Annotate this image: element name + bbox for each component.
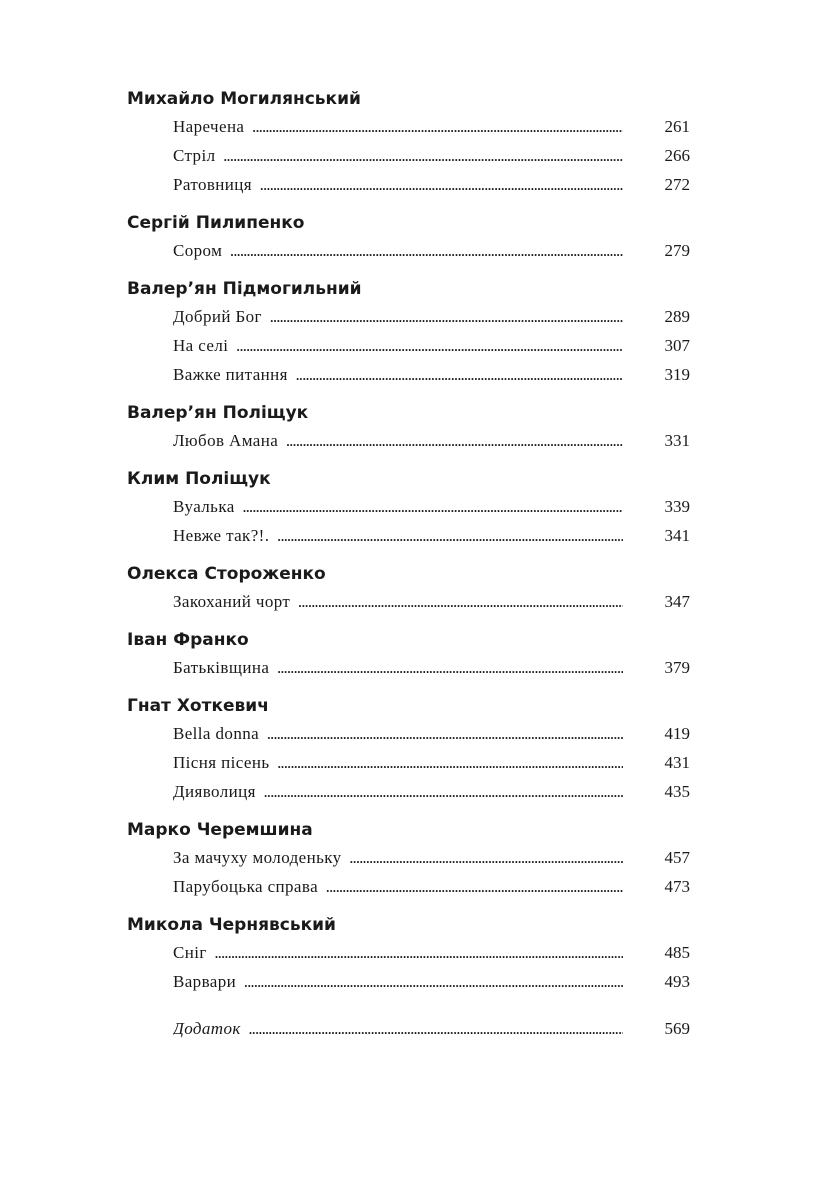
page-number: 279 bbox=[664, 241, 690, 260]
work-title: Парубоцька справа bbox=[173, 877, 324, 896]
toc-entry bbox=[173, 331, 690, 360]
page-number: 266 bbox=[664, 146, 690, 165]
author-heading: Валер’ян Підмогильний bbox=[127, 279, 362, 299]
page-number: 331 bbox=[664, 431, 690, 450]
work-title: Сніг bbox=[173, 943, 213, 962]
toc-entry bbox=[173, 938, 690, 967]
toc-entry bbox=[173, 719, 690, 748]
toc-entry bbox=[173, 872, 690, 901]
toc-entry bbox=[173, 587, 690, 616]
dot-leader bbox=[173, 236, 623, 265]
author-heading: Марко Черемшина bbox=[127, 820, 313, 840]
dot-leader bbox=[173, 967, 623, 996]
work-title: На селі bbox=[173, 336, 234, 355]
work-title: Стріл bbox=[173, 146, 221, 165]
dot-leader bbox=[173, 492, 623, 521]
author-heading: Іван Франко bbox=[127, 630, 249, 650]
dot-leader bbox=[173, 521, 623, 550]
toc-entry bbox=[173, 748, 690, 777]
page-number: 261 bbox=[664, 117, 690, 136]
dot-leader bbox=[173, 719, 623, 748]
toc-entry bbox=[173, 170, 690, 199]
page-number: 457 bbox=[664, 848, 690, 867]
dot-leader bbox=[173, 360, 623, 389]
page-number: 435 bbox=[664, 782, 690, 801]
work-title: Любов Амана bbox=[173, 431, 284, 450]
toc-entry bbox=[173, 426, 690, 455]
work-title: За мачуху молоденьку bbox=[173, 848, 348, 867]
toc-entry bbox=[173, 653, 690, 682]
author-heading: Сергій Пилипенко bbox=[127, 213, 305, 233]
toc-entry bbox=[173, 236, 690, 265]
toc-entry bbox=[173, 492, 690, 521]
toc-entry bbox=[173, 360, 690, 389]
author-heading: Клим Поліщук bbox=[127, 469, 271, 489]
page-number: 493 bbox=[664, 972, 690, 991]
dot-leader bbox=[173, 141, 623, 170]
toc-entry bbox=[173, 777, 690, 806]
toc-entry bbox=[173, 521, 690, 550]
page-number: 307 bbox=[664, 336, 690, 355]
dot-leader bbox=[173, 331, 623, 360]
author-heading: Валер’ян Поліщук bbox=[127, 403, 309, 423]
dot-leader bbox=[173, 170, 623, 199]
author-heading: Микола Чернявський bbox=[127, 915, 336, 935]
work-title: Bella donna bbox=[173, 724, 265, 743]
work-title: Сором bbox=[173, 241, 228, 260]
author-heading: Гнат Хоткевич bbox=[127, 696, 269, 716]
page-number: 289 bbox=[664, 307, 690, 326]
toc-entry bbox=[173, 843, 690, 872]
dot-leader bbox=[173, 426, 623, 455]
author-heading: Олекса Стороженко bbox=[127, 564, 326, 584]
work-title: Варвари bbox=[173, 972, 242, 991]
page-number: 319 bbox=[664, 365, 690, 384]
toc-entry bbox=[173, 141, 690, 170]
work-title: Пісня пісень bbox=[173, 753, 275, 772]
dot-leader bbox=[173, 1014, 623, 1043]
table-of-contents bbox=[127, 86, 690, 1043]
dot-leader bbox=[173, 872, 623, 901]
dot-leader bbox=[173, 938, 623, 967]
work-title: Добрий Бог bbox=[173, 307, 268, 326]
work-title: Дияволиця bbox=[173, 782, 262, 801]
work-title: Невже так?!. bbox=[173, 526, 275, 545]
dot-leader bbox=[173, 653, 623, 682]
page-number: 569 bbox=[664, 1019, 690, 1038]
work-title: Ратовниця bbox=[173, 175, 258, 194]
page-number: 431 bbox=[664, 753, 690, 772]
work-title: Батьківщина bbox=[173, 658, 275, 677]
page-number: 485 bbox=[664, 943, 690, 962]
dot-leader bbox=[173, 302, 623, 331]
page-number: 339 bbox=[664, 497, 690, 516]
dot-leader bbox=[173, 112, 623, 141]
dot-leader bbox=[173, 748, 623, 777]
appendix-title: Додаток bbox=[173, 1019, 247, 1038]
author-heading: Михайло Могилянський bbox=[127, 89, 361, 109]
dot-leader bbox=[173, 843, 623, 872]
work-title: Наречена bbox=[173, 117, 250, 136]
work-title: Важке питання bbox=[173, 365, 294, 384]
toc-entry bbox=[173, 112, 690, 141]
page-number: 347 bbox=[664, 592, 690, 611]
work-title: Вуалька bbox=[173, 497, 241, 516]
page-number: 341 bbox=[664, 526, 690, 545]
dot-leader bbox=[173, 777, 623, 806]
work-title: Закоханий чорт bbox=[173, 592, 296, 611]
toc-entry bbox=[173, 967, 690, 996]
page-number: 272 bbox=[664, 175, 690, 194]
page-number: 473 bbox=[664, 877, 690, 896]
appendix-entry bbox=[173, 1014, 690, 1043]
page-number: 379 bbox=[664, 658, 690, 677]
dot-leader bbox=[173, 587, 623, 616]
toc-entry bbox=[173, 302, 690, 331]
section-spacer bbox=[127, 996, 690, 1014]
page-number: 419 bbox=[664, 724, 690, 743]
